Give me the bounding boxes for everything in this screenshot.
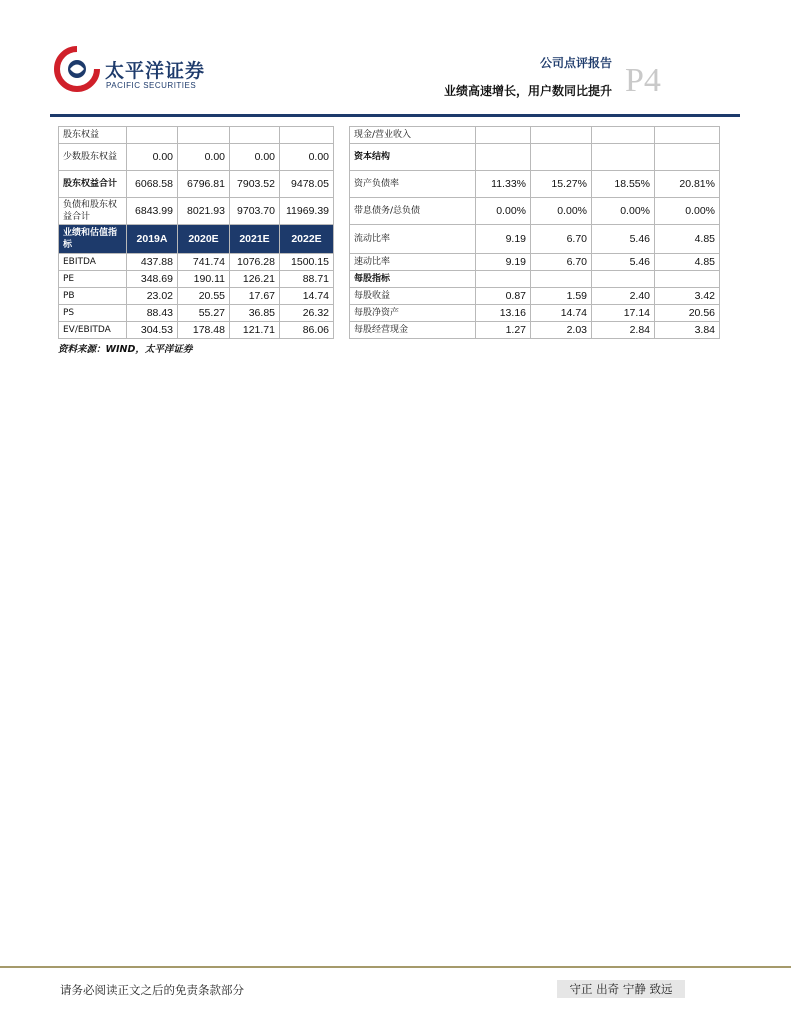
- table-cell: 20.81%: [655, 171, 720, 198]
- table-cell: [280, 127, 334, 144]
- row-label: 现金/营业收入: [350, 127, 476, 144]
- table-cell: 88.43: [127, 305, 178, 322]
- column-header: 2022E: [280, 225, 334, 254]
- table-cell: 1.27: [476, 322, 531, 339]
- table-cell: 4.85: [655, 225, 720, 254]
- table-cell: 9703.70: [230, 198, 280, 225]
- table-row: [350, 322, 720, 339]
- table-cell: 0.00: [230, 144, 280, 171]
- table-cell: [655, 127, 720, 144]
- table-cell: 178.48: [178, 322, 230, 339]
- table-cell: 20.55: [178, 288, 230, 305]
- table-cell: 0.00: [127, 144, 178, 171]
- row-label: 每股经营现金: [350, 322, 476, 339]
- table-cell: [592, 127, 655, 144]
- table-cell: 0.00%: [655, 198, 720, 225]
- table-cell: 0.00%: [476, 198, 531, 225]
- column-header: 2020E: [178, 225, 230, 254]
- row-label: 股东权益合计: [59, 171, 127, 198]
- table-cell: 3.42: [655, 288, 720, 305]
- table-cell: 11.33%: [476, 171, 531, 198]
- table-cell: 26.32: [280, 305, 334, 322]
- table-cell: 190.11: [178, 271, 230, 288]
- table-cell: 126.21: [230, 271, 280, 288]
- table-cell: [127, 127, 178, 144]
- row-label: 少数股东权益: [59, 144, 127, 171]
- company-motto: 守正 出奇 宁静 致远: [557, 980, 685, 998]
- table-cell: [531, 127, 592, 144]
- table-cell: [476, 144, 531, 171]
- table-cell: 13.16: [476, 305, 531, 322]
- logo-name-cn: 太平洋证券: [105, 60, 206, 82]
- table-row: [350, 305, 720, 322]
- table-cell: 4.85: [655, 254, 720, 271]
- report-headline: 业绩高速增长，用户数同比提升: [443, 84, 612, 98]
- table-cell: 3.84: [655, 322, 720, 339]
- table-cell: [531, 271, 592, 288]
- report-type: 公司点评报告: [539, 56, 612, 70]
- table-cell: 2.40: [592, 288, 655, 305]
- table-row: [59, 171, 334, 198]
- row-label: 资产负债率: [350, 171, 476, 198]
- table-row: [59, 322, 334, 339]
- table-row: [350, 254, 720, 271]
- column-header: 2021E: [230, 225, 280, 254]
- table-cell: 9.19: [476, 225, 531, 254]
- page-number: P4: [625, 62, 661, 99]
- table-cell: [178, 127, 230, 144]
- table-cell: 5.46: [592, 225, 655, 254]
- table-cell: 20.56: [655, 305, 720, 322]
- company-logo: [52, 40, 212, 98]
- table-cell: [531, 144, 592, 171]
- table-cell: 8021.93: [178, 198, 230, 225]
- table-cell: 437.88: [127, 254, 178, 271]
- row-label: 每股指标: [350, 271, 476, 288]
- row-label: EBITDA: [59, 254, 127, 271]
- table-row: [350, 171, 720, 198]
- row-label: 资本结构: [350, 144, 476, 171]
- ratio-table: [349, 126, 720, 339]
- table-cell: 88.71: [280, 271, 334, 288]
- row-label: 流动比率: [350, 225, 476, 254]
- table-cell: 14.74: [280, 288, 334, 305]
- table-row: [59, 198, 334, 225]
- table-cell: 9.19: [476, 254, 531, 271]
- table-cell: 1500.15: [280, 254, 334, 271]
- table-row: [350, 198, 720, 225]
- row-label: EV/EBITDA: [59, 322, 127, 339]
- table-row: [59, 127, 334, 144]
- table-header-row: [59, 225, 334, 254]
- table-row: [59, 305, 334, 322]
- table-cell: [592, 144, 655, 171]
- row-label: 带息债务/总负债: [350, 198, 476, 225]
- column-header: 2019A: [127, 225, 178, 254]
- table-cell: [655, 144, 720, 171]
- table-cell: 5.46: [592, 254, 655, 271]
- table-cell: 55.27: [178, 305, 230, 322]
- row-label: 每股收益: [350, 288, 476, 305]
- table-cell: 23.02: [127, 288, 178, 305]
- row-label: PB: [59, 288, 127, 305]
- table-cell: [230, 127, 280, 144]
- row-label: 每股净资产: [350, 305, 476, 322]
- table-cell: 14.74: [531, 305, 592, 322]
- table-cell: 0.00%: [531, 198, 592, 225]
- table-cell: 0.00: [178, 144, 230, 171]
- row-label: 负债和股东权益合计: [59, 198, 127, 225]
- row-label: PE: [59, 271, 127, 288]
- column-header: 业绩和估值指标: [59, 225, 127, 254]
- header-divider: [50, 114, 740, 117]
- table-cell: 6068.58: [127, 171, 178, 198]
- table-cell: 15.27%: [531, 171, 592, 198]
- footer-divider: [0, 966, 791, 968]
- source-note: 资料来源：WIND，太平洋证券: [58, 344, 193, 355]
- table-cell: 0.00: [280, 144, 334, 171]
- table-row: [59, 271, 334, 288]
- disclaimer-note: 请务必阅读正文之后的免责条款部分: [60, 983, 244, 997]
- table-cell: 0.00%: [592, 198, 655, 225]
- table-cell: 7903.52: [230, 171, 280, 198]
- pacific-logo-icon: [52, 44, 102, 94]
- table-cell: 9478.05: [280, 171, 334, 198]
- table-cell: 741.74: [178, 254, 230, 271]
- table-cell: 6796.81: [178, 171, 230, 198]
- table-cell: 18.55%: [592, 171, 655, 198]
- valuation-table: [58, 126, 334, 339]
- table-cell: [655, 271, 720, 288]
- table-row: [59, 288, 334, 305]
- table-row: [59, 254, 334, 271]
- table-cell: 1076.28: [230, 254, 280, 271]
- table-row: [350, 288, 720, 305]
- table-cell: 11969.39: [280, 198, 334, 225]
- table-cell: 17.14: [592, 305, 655, 322]
- table-row: [350, 127, 720, 144]
- row-label: 速动比率: [350, 254, 476, 271]
- table-cell: 1.59: [531, 288, 592, 305]
- table-cell: 2.84: [592, 322, 655, 339]
- table-cell: 36.85: [230, 305, 280, 322]
- table-cell: 304.53: [127, 322, 178, 339]
- table-cell: 121.71: [230, 322, 280, 339]
- table-row: [350, 144, 720, 171]
- table-row: [350, 271, 720, 288]
- table-cell: 6.70: [531, 254, 592, 271]
- table-row: [59, 144, 334, 171]
- table-cell: 6.70: [531, 225, 592, 254]
- table-row: [350, 225, 720, 254]
- table-cell: 86.06: [280, 322, 334, 339]
- row-label: PS: [59, 305, 127, 322]
- table-cell: 2.03: [531, 322, 592, 339]
- row-label: 股东权益: [59, 127, 127, 144]
- table-cell: 6843.99: [127, 198, 178, 225]
- logo-name-en: PACIFIC SECURITIES: [106, 81, 197, 90]
- table-cell: [476, 127, 531, 144]
- table-cell: [476, 271, 531, 288]
- table-cell: 17.67: [230, 288, 280, 305]
- table-cell: 0.87: [476, 288, 531, 305]
- table-cell: [592, 271, 655, 288]
- table-cell: 348.69: [127, 271, 178, 288]
